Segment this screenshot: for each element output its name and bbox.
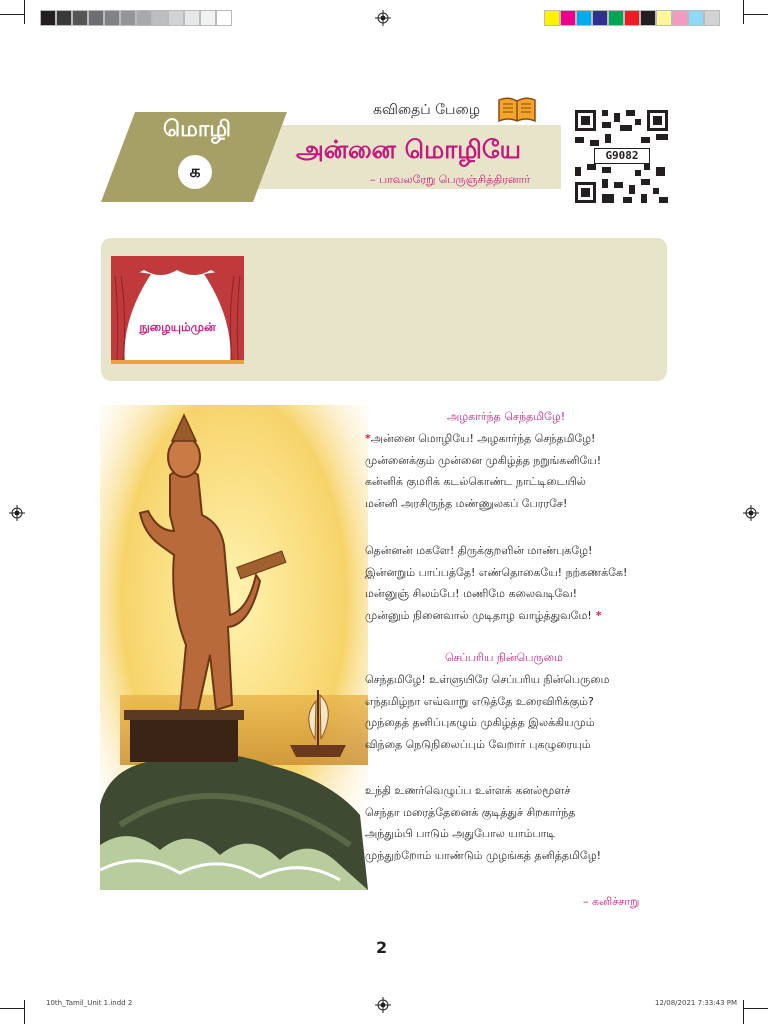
intro-label: நுழையும்முன் bbox=[139, 320, 216, 334]
gray-swatch bbox=[56, 10, 72, 26]
poem-line-text: இன்னறும் பாப்பத்தே! எண்தொகையே! நற்கணக்கே! bbox=[365, 565, 628, 579]
crop-mark bbox=[743, 1000, 744, 1024]
poem-line bbox=[365, 566, 627, 581]
color-swatch bbox=[576, 10, 592, 26]
poem-heading: அழகார்ந்த செந்தமிழே! bbox=[447, 410, 566, 423]
gray-swatch bbox=[216, 10, 232, 26]
poem-line bbox=[365, 738, 591, 753]
poem-line bbox=[365, 695, 594, 710]
gray-swatch bbox=[184, 10, 200, 26]
poem-line bbox=[365, 806, 575, 821]
poem-line bbox=[365, 827, 555, 842]
poem-line bbox=[365, 587, 577, 602]
gray-swatch bbox=[152, 10, 168, 26]
gray-swatch bbox=[168, 10, 184, 26]
registration-mark-icon bbox=[9, 505, 25, 521]
star-marker: * bbox=[365, 432, 371, 445]
gray-swatch bbox=[200, 10, 216, 26]
poem-line bbox=[365, 454, 601, 469]
poem-line-text: முந்துற்றோம் யாண்டும் முழங்கத் தனித்தமிழே! bbox=[365, 848, 601, 862]
grayscale-calibration-strip bbox=[40, 10, 232, 26]
poem-line bbox=[365, 673, 610, 688]
star-marker: * bbox=[595, 608, 602, 622]
stage-curtain-icon bbox=[111, 256, 244, 364]
color-calibration-strip bbox=[544, 10, 720, 26]
poem-line-text: விந்தை நெடுநிலைப்பும் வேறார் புகழுரையும் bbox=[365, 737, 591, 751]
poem-line-text: உந்தி உணர்வெழுப்ப உள்ளக் கனல்மூளச் bbox=[365, 784, 571, 797]
unit-letter-badge: க bbox=[178, 155, 212, 189]
footer-file-name: 10th_Tamil_Unit 1.indd 2 bbox=[46, 999, 133, 1007]
poem-line bbox=[365, 544, 592, 559]
color-swatch bbox=[688, 10, 704, 26]
gray-swatch bbox=[136, 10, 152, 26]
poem-line-text: எந்தமிழ்நா எவ்வாறு எடுத்தே உரைவிரிக்கும்? bbox=[365, 694, 594, 708]
color-swatch bbox=[656, 10, 672, 26]
author-line: – பாவலரேறு பெருஞ்சித்திரனார் bbox=[370, 173, 531, 186]
footer-timestamp: 12/08/2021 7:33:43 PM bbox=[655, 999, 738, 1007]
poem-line-text: முன்னைக்கும் முன்னை முகிழ்த்த நறுங்கனியே! bbox=[365, 453, 602, 467]
registration-mark-icon bbox=[743, 505, 759, 521]
poem-line-text: அன்னை மொழியே! அழகார்ந்த செந்தமிழே! bbox=[370, 432, 596, 445]
page-title: அன்னை மொழியே bbox=[296, 135, 522, 164]
poem-source: – கனிச்சாறு bbox=[583, 895, 640, 908]
crop-mark bbox=[744, 1008, 768, 1009]
poem-line bbox=[365, 475, 586, 490]
poem-line-text: முன்னும் நினைவால் முடிதாழ வாழ்த்துவமே! bbox=[365, 608, 592, 622]
color-swatch bbox=[624, 10, 640, 26]
poem-line bbox=[365, 432, 595, 447]
color-swatch bbox=[640, 10, 656, 26]
gray-swatch bbox=[120, 10, 136, 26]
color-swatch bbox=[592, 10, 608, 26]
poem-line-text: செந்தமிழே! உள்ளுயிரே செப்பரிய நின்பெருமை bbox=[365, 673, 610, 686]
poem-line bbox=[365, 716, 595, 731]
poem-line bbox=[365, 784, 570, 799]
color-swatch bbox=[704, 10, 720, 26]
poem-line bbox=[365, 609, 602, 624]
gray-swatch bbox=[72, 10, 88, 26]
registration-mark-icon bbox=[375, 10, 391, 26]
poem-line-text: கன்னிக் குமரிக் கடல்கொண்ட நாட்டிடையில் bbox=[365, 475, 586, 488]
crop-mark bbox=[744, 14, 768, 15]
color-swatch bbox=[560, 10, 576, 26]
gray-swatch bbox=[40, 10, 56, 26]
registration-mark-icon bbox=[375, 997, 391, 1013]
crop-mark bbox=[24, 1000, 25, 1024]
gray-swatch bbox=[104, 10, 120, 26]
unit-tag: மொழி bbox=[163, 117, 231, 142]
qr-code-label: G9082 bbox=[594, 148, 650, 164]
poem-line-text: செந்தா மரைத்தேனைக் குடித்துச் சிறகார்ந்த bbox=[365, 805, 576, 819]
poem-heading: செப்பரிய நின்பெருமை bbox=[445, 651, 563, 664]
color-swatch bbox=[608, 10, 624, 26]
poem-line bbox=[365, 497, 567, 512]
color-swatch bbox=[672, 10, 688, 26]
poem-line-text: மன்னுஞ் சிலம்பே! மணிமே கலைவடிவே! bbox=[365, 587, 578, 600]
open-book-icon bbox=[497, 95, 537, 123]
poem-line-text: அந்தும்பி பாடும் அதுபோல யாம்பாடி bbox=[365, 827, 556, 840]
poem-line-text: மன்னி அரசிருந்த மண்ணுலகப் பேரரசே! bbox=[365, 496, 568, 510]
gray-swatch bbox=[88, 10, 104, 26]
crop-mark bbox=[24, 0, 25, 24]
color-swatch bbox=[544, 10, 560, 26]
poem-line-text: முந்தைத் தனிப்புகழும் முகிழ்த்த இலக்கியமும் bbox=[365, 716, 595, 729]
tamil-thai-statue-illustration bbox=[100, 405, 368, 890]
section-label: கவிதைப் பேழை bbox=[373, 102, 480, 118]
crop-mark bbox=[743, 0, 744, 24]
poem-line bbox=[365, 849, 601, 864]
page-number: 2 bbox=[376, 938, 388, 957]
crop-mark bbox=[0, 14, 24, 15]
poem-line-text: தென்னன் மகளே! திருக்குறளின் மாண்புகழே! bbox=[365, 544, 593, 557]
crop-mark bbox=[0, 1008, 24, 1009]
